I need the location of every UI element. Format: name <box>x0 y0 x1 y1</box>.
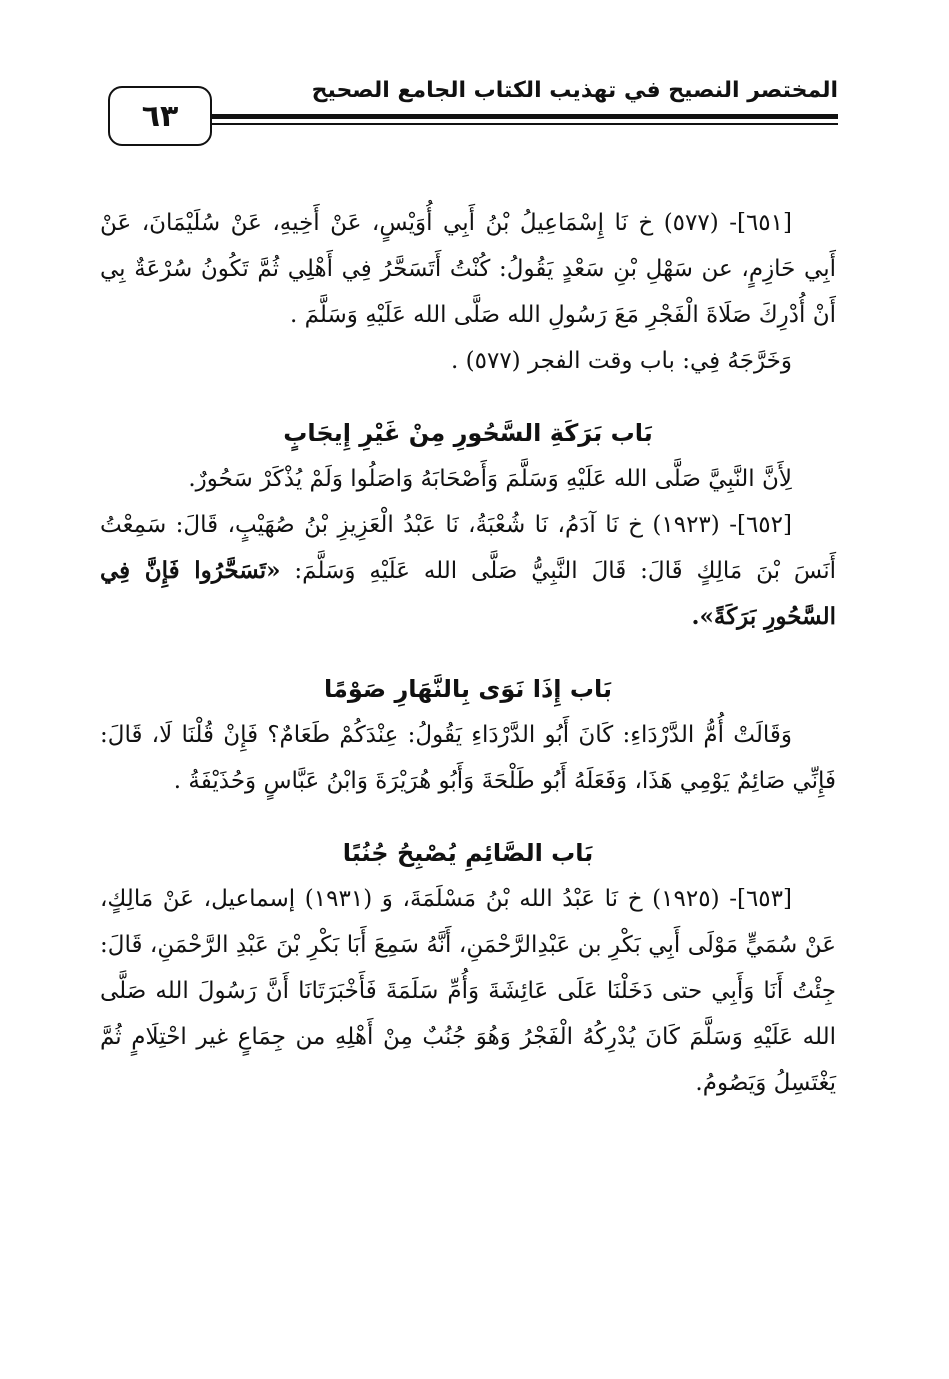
page-number: ٦٣ <box>108 86 212 146</box>
hadith-651-takhrij: وَخَرَّجَهُ فِي: باب وقت الفجر (٥٧٧) . <box>451 348 792 374</box>
athar-umm-aldarda: وَقَالَتْ أُمُّ الدَّرْدَاءِ: كَانَ أَبُو الدَّرْدَاءِ يَقُولُ: عِنْدَكُمْ طَعَامٌ؟ فَإِنْ قُلْنَا لَا، قَالَ: فَإِنِّي صَائِمٌ يَوْمِي هَذَا، وَفَعَلَهُ أَبُو طَلْحَةَ وَأَبُو هُرَيْرَةَ وَابْنُ عَبَّاسٍ وَحُذَيْفَةُ . <box>100 722 836 794</box>
chapter-heading-niyya-nahar: بَاب إِذَا نَوَى بِالنَّهَارِ صَوْمًا <box>324 675 612 703</box>
spacer <box>100 804 836 830</box>
hadith-651-text: [٦٥١]- (٥٧٧) خ نَا إِسْمَاعِيلُ بْنُ أَبِي أُوَيْسٍ، عَنْ أَخِيهِ، عَنْ سُلَيْمَانَ، عَنْ أَبِي حَازِمٍ، عن سَهْلِ بْنِ سَعْدٍ يَقُولُ: كُنْتُ أَتَسَحَّرُ فِي أَهْلِي ثُمَّ تَكُونُ سُرْعَةٌ بِي أَنْ أُدْرِكَ صَلَاةَ الْفَجْرِ مَعَ رَسُولِ الله صَلَّى الله عَلَيْهِ وَسَلَّمَ . <box>100 210 836 328</box>
running-title: المختصر النصيح في تهذيب الكتاب الجامع الصحيح <box>311 78 838 103</box>
hadith-652-text <box>100 502 836 640</box>
spacer <box>100 640 836 666</box>
page-body <box>100 200 836 1106</box>
hadith-652-quote: «تَسَحَّرُوا فَإِنَّ فِي السَّحُورِ بَرَكَةً». <box>100 557 836 630</box>
chapter-note: لِأَنَّ النَّبِيَّ صَلَّى الله عَلَيْهِ وَسَلَّمَ وَأَصْحَابَهُ وَاصَلُوا وَلَمْ يُذْكَرْ سَحُورٌ. <box>188 466 792 492</box>
header-rule-thick <box>212 114 838 119</box>
spacer <box>100 384 836 410</box>
chapter-heading-saim-junub: بَاب الصَّائِمِ يُصْبِحُ جُنُبًا <box>342 839 594 867</box>
header-rule-thin <box>212 123 838 125</box>
hadith-653-text: [٦٥٣]- (١٩٢٥) خ نَا عَبْدُ الله بْنُ مَسْلَمَةَ، وَ (١٩٣١) إسماعيل، عَنْ مَالِكٍ، عَنْ سُمَيٍّ مَوْلَى أَبِي بَكْرِ بن عَبْدِالرَّحْمَنِ، أَنَّهُ سَمِعَ أَبَا بَكْرِ بْنَ عَبْدِ الرَّحْمَنِ، قَالَ: جِئْتُ أَنَا وَأَبِي حتى دَخَلْنَا عَلَى عَائِشَةَ وَأُمِّ سَلَمَةَ فَأَخْبَرَتَانَا أَنَّ رَسُولَ الله صَلَّى الله عَلَيْهِ وَسَلَّمَ كَانَ يُدْرِكُهُ الْفَجْرُ وَهُوَ جُنُبٌ مِنْ أَهْلِهِ من جِمَاعٍ غير احْتِلَامٍ ثُمَّ يَغْتَسِلُ وَيَصُومُ. <box>100 886 836 1096</box>
hadith-652-isnad: [٦٥٢]- (١٩٢٣) خ نَا آدَمُ، نَا شُعْبَةُ، نَا عَبْدُ الْعَزِيزِ بْنُ صُهَيْبٍ، قَالَ: سَمِعْتُ أَنَسَ بْنَ مَالِكٍ قَالَ: قَالَ النَّبِيُّ صَلَّى الله عَلَيْهِ وَسَلَّمَ: <box>100 512 837 584</box>
chapter-heading-barakat-alsuhur: بَاب بَرَكَةِ السَّحُورِ مِنْ غَيْرِ إِيجَابٍ <box>283 419 653 447</box>
page-header <box>100 72 838 152</box>
